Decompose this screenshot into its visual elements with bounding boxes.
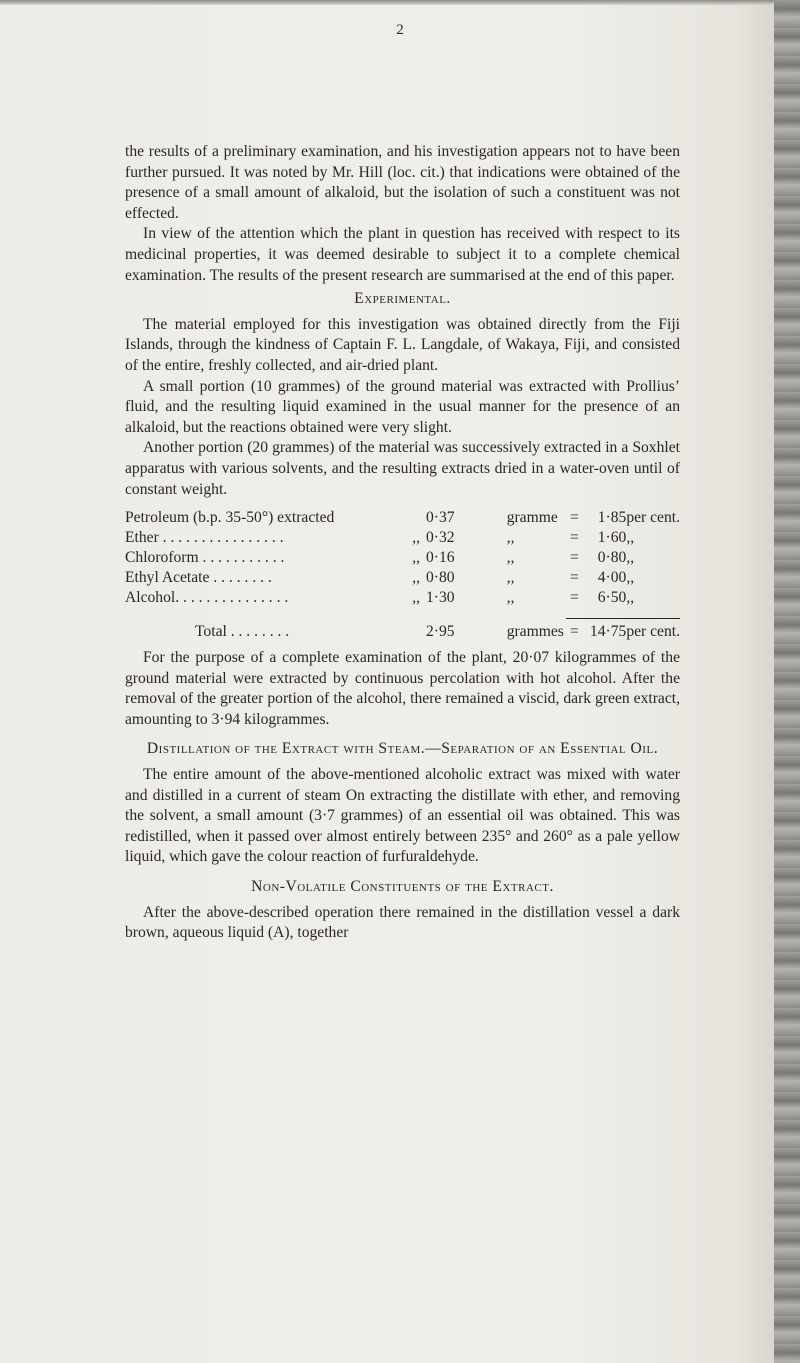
total-rule bbox=[566, 612, 680, 619]
table-row bbox=[125, 528, 680, 548]
weight-cell: 0·80 bbox=[426, 569, 455, 587]
percent-cell: 6·50 bbox=[597, 589, 627, 607]
percent-unit-cell: ,, bbox=[626, 529, 635, 547]
unit-cell: ,, bbox=[506, 549, 515, 567]
percent-unit-cell: ,, bbox=[626, 589, 635, 607]
solvent-cell bbox=[125, 568, 426, 588]
equals-cell: = bbox=[570, 509, 579, 527]
heading-non-volatile: Non-Volatile Constituents of the Extract. bbox=[251, 878, 554, 896]
paragraph-1: the results of a preliminary examination, and his investigation appears not to have been further pursued. It was noted by Mr. Hill (loc. cit.) that indications were obtained of the presence of a small amount of alkaloid, but the isolation of such a constituent was not effected. bbox=[125, 143, 680, 222]
ditto-mark: ,, bbox=[412, 589, 420, 607]
solvent-label: Ethyl Acetate . . . . . . . . bbox=[125, 569, 272, 587]
heading-experimental: Experimental. bbox=[354, 290, 451, 308]
weight-cell: 0·16 bbox=[426, 549, 455, 567]
percent-cell: 1·60 bbox=[597, 529, 627, 547]
paragraph-6: For the purpose of a complete examination of the plant, 20·07 kilogrammes of the ground material were extracted by continuous percolation with hot alcohol. After the removal of the greater portion of the alcohol, there remained a viscid, dark green extract, amounting to 3·94 kilogrammes. bbox=[125, 649, 680, 728]
percent-cell: 4·00 bbox=[597, 569, 627, 587]
paragraph-5: Another portion (20 grammes) of the material was successively extracted in a Soxhlet apparatus with various solvents, and the resulting extracts dried in a water-oven until of constant weight. bbox=[125, 439, 680, 498]
ditto-mark: ,, bbox=[412, 529, 420, 547]
unit-cell: ,, bbox=[506, 589, 515, 607]
heading-distillation: Distillation of the Extract with Steam.—Separation of an Essential Oil. bbox=[146, 740, 659, 758]
weight-cell: 0·37 bbox=[426, 509, 455, 527]
page-number: 2 bbox=[396, 22, 404, 38]
paragraph-8: After the above-described operation there remained in the distillation vessel a dark brown, aqueous liquid (A), together bbox=[125, 903, 680, 942]
solvent-cell bbox=[125, 548, 426, 568]
equals-cell: = bbox=[570, 589, 579, 607]
total-equals: = bbox=[570, 623, 579, 641]
page-right-edge bbox=[774, 0, 800, 1363]
extracts-table bbox=[125, 508, 680, 642]
solvent-cell bbox=[125, 528, 426, 548]
unit-cell: ,, bbox=[506, 529, 515, 547]
total-percent: 14·75 bbox=[589, 623, 627, 641]
equals-cell: = bbox=[570, 529, 579, 547]
solvent-label: Ether . . . . . . . . . . . . . . . . bbox=[125, 529, 284, 547]
table-row bbox=[125, 508, 680, 528]
percent-unit-cell: per cent. bbox=[626, 509, 680, 527]
paragraph-3: The material employed for this investigation was obtained directly from the Fiji Islands, through the kindness of Captain F. L. Langdale, of Wakaya, Fiji, and consisted of the entire, freshly collected, and air-dried plant. bbox=[125, 315, 680, 374]
equals-cell: = bbox=[570, 549, 579, 567]
unit-cell: ,, bbox=[506, 569, 515, 587]
paragraph-2: In view of the attention which the plant in question has received with respect to its medicinal properties, it was deemed desirable to subject it to a complete chemical examination. The results of the present research are summarised at the end of this paper. bbox=[125, 225, 680, 284]
total-unit: grammes bbox=[506, 623, 564, 641]
unit-cell: gramme bbox=[506, 509, 558, 527]
solvent-cell bbox=[125, 588, 426, 608]
weight-cell: 0·32 bbox=[426, 529, 455, 547]
paragraph-4: A small portion (10 grammes) of the ground material was extracted with Prollius’ fluid, and the resulting liquid examined in the usual manner for the presence of an alkaloid, but the reactions obtained were very slight. bbox=[125, 377, 680, 436]
total-weight: 2·95 bbox=[426, 623, 455, 641]
total-label: Total . . . . . . . . bbox=[195, 623, 290, 641]
body-text bbox=[125, 142, 680, 944]
table-total-row bbox=[125, 622, 680, 642]
total-percent-unit: per cent. bbox=[626, 623, 680, 641]
percent-cell: 0·80 bbox=[597, 549, 627, 567]
paragraph-7: The entire amount of the above-mentioned alcoholic extract was mixed with water and distilled in a current of steam On extracting the distillate with ether, and removing the solvent, a small amount (3·7 grammes) of an essential oil was obtained. This was redistilled, when it passed over almost entirely between 235° and 260° as a pale yellow liquid, which gave the colour reaction of furfuraldehyde. bbox=[125, 766, 680, 866]
solvent-label: Chloroform . . . . . . . . . . . bbox=[125, 549, 285, 567]
table-row bbox=[125, 588, 680, 608]
solvent-label: Alcohol. . . . . . . . . . . . . . . bbox=[125, 589, 289, 607]
solvent-cell: Petroleum (b.p. 35-50°) extracted bbox=[125, 509, 335, 527]
percent-unit-cell: ,, bbox=[626, 569, 635, 587]
ditto-mark: ,, bbox=[412, 569, 420, 587]
table-row bbox=[125, 548, 680, 568]
table-row bbox=[125, 568, 680, 588]
page-top-edge bbox=[0, 0, 800, 5]
percent-cell: 1·85 bbox=[597, 509, 627, 527]
weight-cell: 1·30 bbox=[426, 589, 455, 607]
table-rule-row bbox=[125, 608, 680, 622]
ditto-mark: ,, bbox=[412, 549, 420, 567]
percent-unit-cell: ,, bbox=[626, 549, 635, 567]
equals-cell: = bbox=[570, 569, 579, 587]
